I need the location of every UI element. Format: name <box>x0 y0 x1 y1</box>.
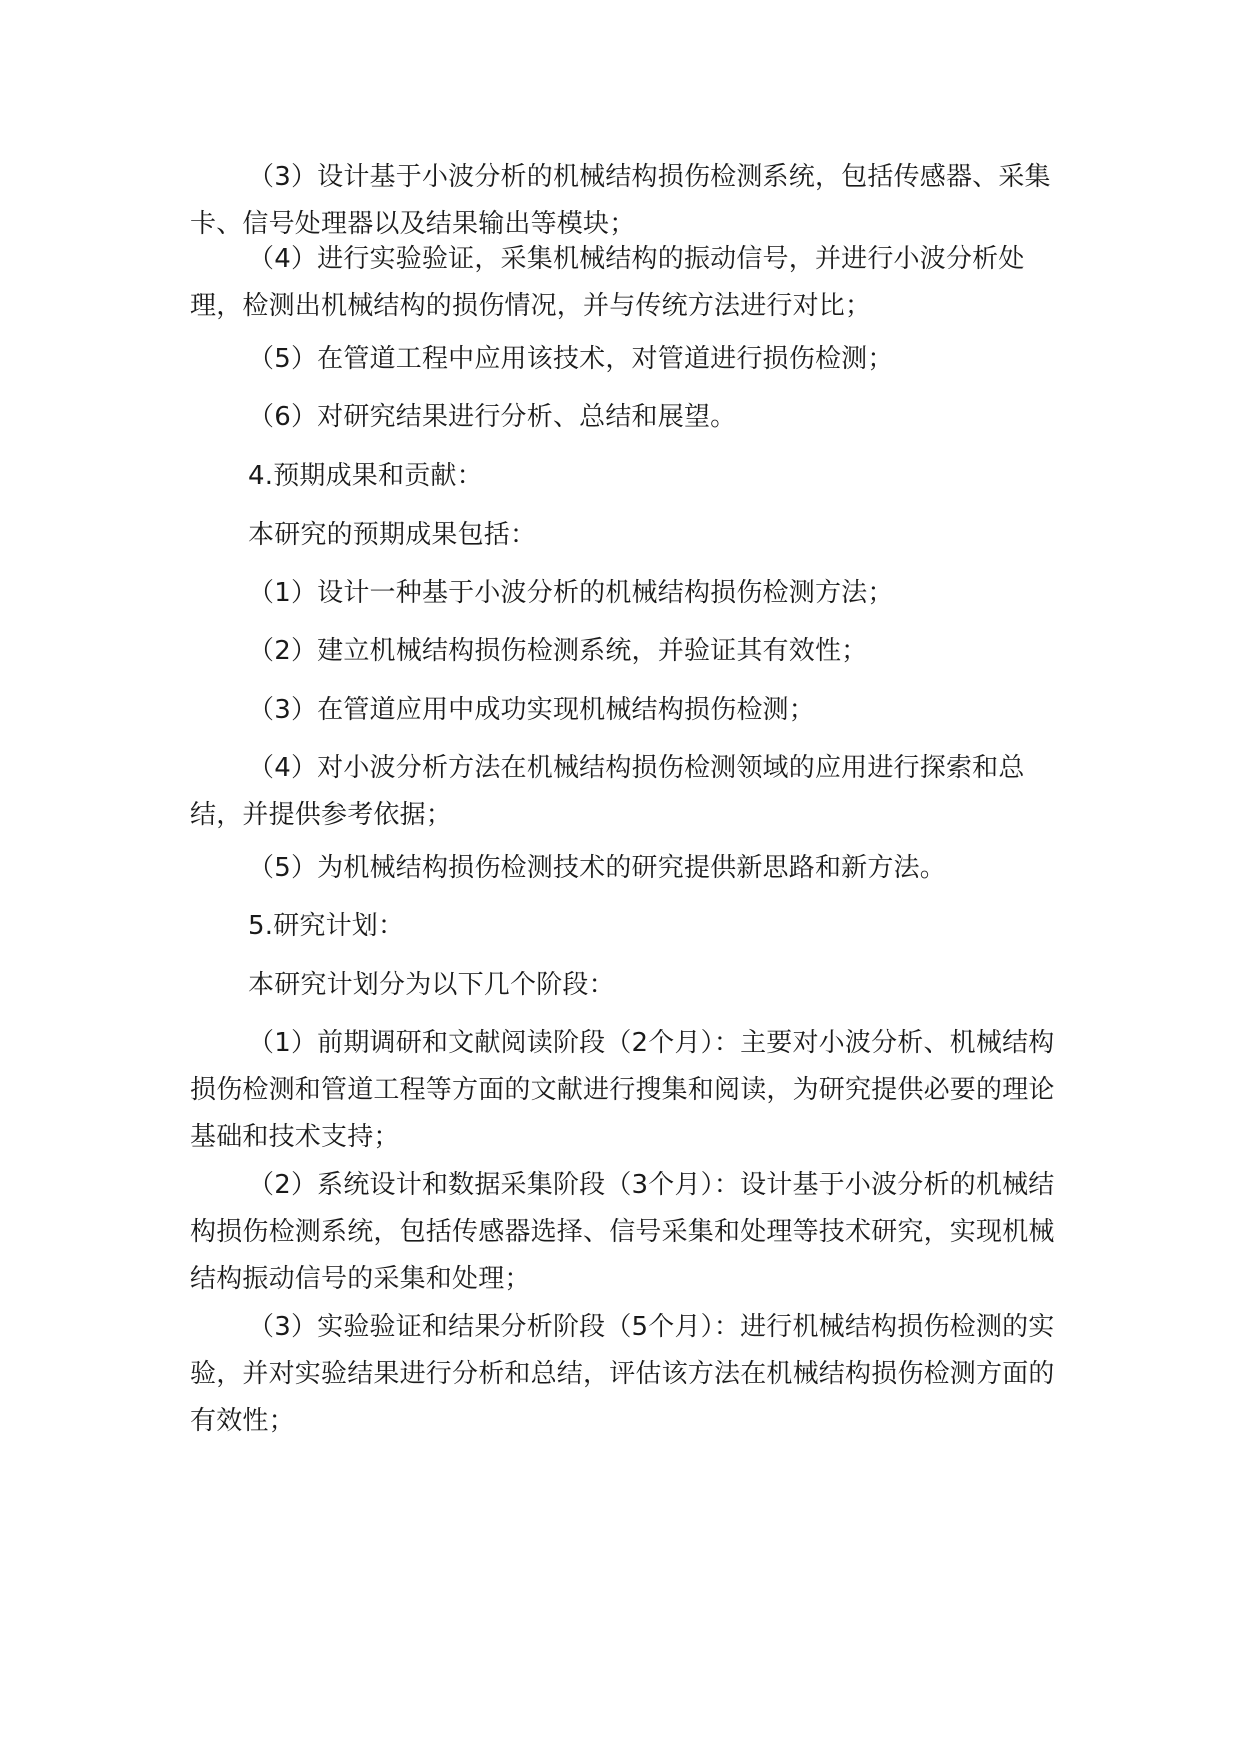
section-heading-expected-results: 4.预期成果和贡献： <box>248 461 483 491</box>
paragraph-item-6-summary: （6）对研究结果进行分析、总结和展望。 <box>248 402 737 432</box>
section-heading-research-plan: 5.研究计划： <box>248 911 405 941</box>
paragraph-stage-3: （3）实验验证和结果分析阶段（5个月）：进行机械结构损伤检测的实验，并对实验结果进行分析和总结，评估该方法在机械结构损伤检测方面的有效性； <box>190 1312 1055 1436</box>
paragraph-result-3: （3）在管道应用中成功实现机械结构损伤检测； <box>248 695 815 725</box>
paragraph-result-2: （2）建立机械结构损伤检测系统，并验证其有效性； <box>248 636 868 666</box>
paragraph-result-4: （4）对小波分析方法在机械结构损伤检测领域的应用进行探索和总结，并提供参考依据； <box>190 753 1025 830</box>
paragraph-result-5: （5）为机械结构损伤检测技术的研究提供新思路和新方法。 <box>248 853 946 883</box>
paragraph-item-3-design-system: （3）设计基于小波分析的机械结构损伤检测系统，包括传感器、采集卡、信号处理器以及结果输出等模块； <box>190 162 1051 239</box>
paragraph-result-1: （1）设计一种基于小波分析的机械结构损伤检测方法； <box>248 578 894 608</box>
paragraph-expected-results-intro: 本研究的预期成果包括： <box>248 520 537 550</box>
paragraph-stage-1: （1）前期调研和文献阅读阶段（2个月）：主要对小波分析、机械结构损伤检测和管道工程等方面的文献进行搜集和阅读，为研究提供必要的理论基础和技术支持； <box>190 1028 1055 1152</box>
paragraph-stage-2: （2）系统设计和数据采集阶段（3个月）：设计基于小波分析的机械结构损伤检测系统，包括传感器选择、信号采集和处理等技术研究，实现机械结构振动信号的采集和处理； <box>190 1170 1055 1294</box>
paragraph-research-plan-intro: 本研究计划分为以下几个阶段： <box>248 970 615 1000</box>
paragraph-item-4-experiment: （4）进行实验验证，采集机械结构的振动信号，并进行小波分析处理，检测出机械结构的损伤情况，并与传统方法进行对比； <box>190 244 1025 321</box>
paragraph-item-5-pipeline-application: （5）在管道工程中应用该技术，对管道进行损伤检测； <box>248 344 894 374</box>
